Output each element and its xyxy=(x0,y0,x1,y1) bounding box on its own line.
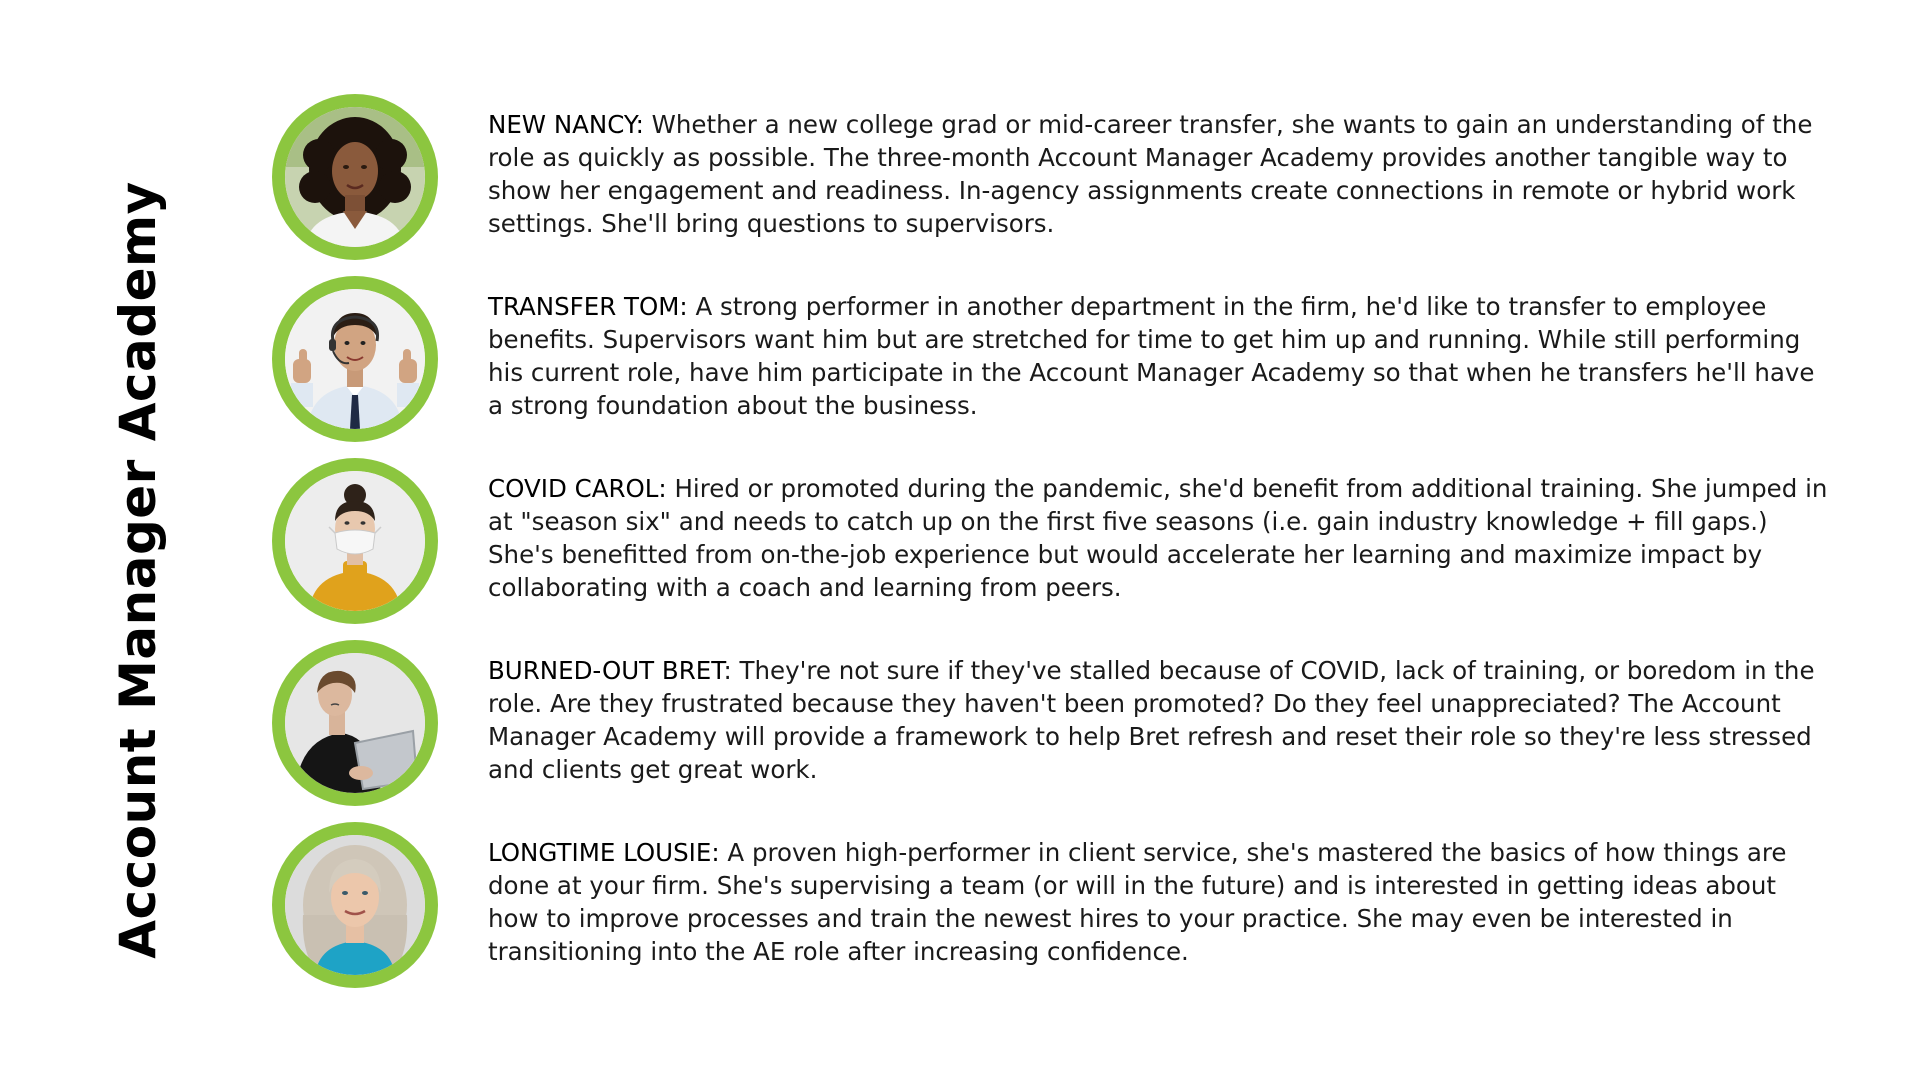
persona-description: Hired or promoted during the pandemic, she'd benefit from additional training. She jumped in at "season six" and needs to catch up on the first five seasons (i.e. gain industry knowledge + fill gaps.) She's benefitted from on-the-job experience but would accelerate her learning and maximize impact by collaborating with a coach and learning from peers. xyxy=(488,474,1828,602)
slide-title: Account Manager Academy xyxy=(109,181,167,959)
persona-description: : They're not sure if they've stalled because of COVID, lack of training, or boredom in the role. Are they frustrated because they haven't been promoted? Do they feel unappreciated? The Account Manager Academy will provide a framework to help Bret refresh and reset their role so they're less stressed and clients get great work. xyxy=(488,656,1815,784)
avatar-photo-transfer-tom xyxy=(285,289,425,429)
persona-bio xyxy=(488,290,1828,422)
persona-bio xyxy=(488,836,1828,968)
persona-burned-out-bret xyxy=(272,640,1832,810)
persona-new-nancy xyxy=(272,94,1832,264)
persona-description: A proven high-performer in client service, she's mastered the basics of how things are done at your firm. She's supervising a team (or will in the future) and is interested in getting ideas about how to improve processes and train the newest hires to your practice. She may even be interested in transitioning into the AE role after increasing confidence. xyxy=(488,838,1787,966)
avatar-photo-new-nancy xyxy=(285,107,425,247)
persona-bio xyxy=(488,108,1828,240)
avatar-ring xyxy=(272,94,438,260)
persona-name: LONGTIME LOUSIE: xyxy=(488,838,720,867)
avatar-ring xyxy=(272,822,438,988)
persona-description: A strong performer in another department in the firm, he'd like to transfer to employee benefits. Supervisors want him but are stretched for time to get him up and running. While still performing his current role, have him participate in the Account Manager Academy so that when he transfers he'll have a strong foundation about the business. xyxy=(488,292,1815,420)
persona-name: BURNED-OUT BRET xyxy=(488,656,724,685)
persona-bio xyxy=(488,654,1828,786)
persona-name: COVID CAROL: xyxy=(488,474,667,503)
avatar-photo-covid-carol xyxy=(285,471,425,611)
persona-name: TRANSFER TOM: xyxy=(488,292,688,321)
persona-name: NEW NANCY: xyxy=(488,110,644,139)
persona-longtime-lousie xyxy=(272,822,1832,992)
persona-transfer-tom xyxy=(272,276,1832,446)
persona-covid-carol xyxy=(272,458,1832,628)
avatar-ring xyxy=(272,458,438,624)
avatar-ring xyxy=(272,276,438,442)
avatar-photo-burned-out-bret xyxy=(285,653,425,793)
persona-bio xyxy=(488,472,1828,604)
avatar-photo-longtime-lousie xyxy=(285,835,425,975)
persona-description: Whether a new college grad or mid-career transfer, she wants to gain an understanding of the role as quickly as possible. The three-month Account Manager Academy provides another tangible way to show her engagement and readiness. In-agency assignments create connections in remote or hybrid work settings. She'll bring questions to supervisors. xyxy=(488,110,1813,238)
avatar-ring xyxy=(272,640,438,806)
